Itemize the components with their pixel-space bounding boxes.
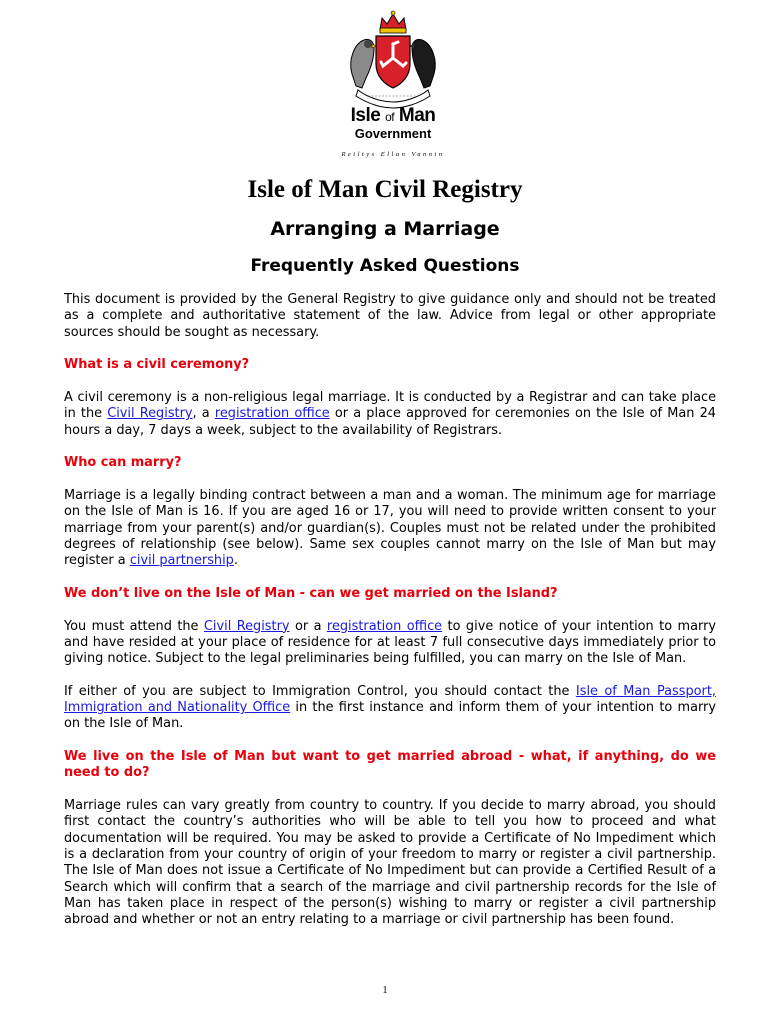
- isle-of-man-government-logo: [338, 8, 448, 158]
- civil-partnership-link[interactable]: civil partnership: [129, 553, 234, 569]
- shield-icon: [376, 36, 410, 88]
- logo-subtitle: Government: [354, 126, 432, 141]
- raven-icon: [408, 39, 435, 88]
- faq-answer: You must attend the Civil Registry or a registration office to give notice of your intention to marry and have resided at your place of residence for at least 7 full consecutive days immediately prior to giving notice. Subject to the legal preliminaries being fulfilled, you can marry on the Isle of Man.: [64, 618, 716, 667]
- faq-question: We don’t live on the Isle of Man - can we get married on the Island?: [64, 585, 558, 601]
- document-title: Isle of Man Civil Registry: [247, 176, 523, 203]
- faq-question: What is a civil ceremony?: [64, 357, 250, 373]
- faq-answer: If either of you are subject to Immigration Control, you should contact the Isle of Man Passport, Immigration and Nationality Office in the first instance and inform them of your intention to marry on the Isle of Man.: [64, 683, 716, 732]
- faq-answer: Marriage rules can vary greatly from country to country. If you decide to marry abroad, you should first contact the country’s authorities who will be able to tell you how to proceed and what documentation will be required. You may be asked to provide a Certificate of No Impediment which is a declaration from your country of origin of your freedom to marry or register a civil partnership. The Isle of Man does not issue a Certificate of No Impediment but can provide a Certified Result of a Search which will confirm that a search of the marriage and civil partnership records for the Isle of Man has taken place in respect of the person(s) wishing to marry or register a civil partnership abroad and whether or not an entry relating to a marriage or civil partnership has been found.: [64, 798, 716, 928]
- page-number: 1: [382, 985, 388, 996]
- faq-question: We live on the Isle of Man but want to get married abroad - what, if anything, do we need to do?: [64, 749, 716, 781]
- logo-wordmark: Isle of Man: [350, 105, 436, 126]
- crown-icon: [380, 11, 406, 33]
- faq-question: Who can marry?: [64, 455, 182, 471]
- civil-registry-link[interactable]: Civil Registry: [203, 618, 290, 634]
- passport-immigration-office-link[interactable]: Isle of Man Passport, Immigration and Nationality Office: [64, 683, 716, 716]
- document-subtitle: Arranging a Marriage: [270, 218, 500, 240]
- logo-motto: Reiltys Ellan Vannin: [341, 151, 445, 158]
- coat-of-arms-icon: [338, 8, 448, 113]
- document-body: [64, 292, 716, 945]
- falcon-icon: [351, 39, 377, 88]
- section-title: Frequently Asked Questions: [250, 256, 520, 276]
- registration-office-link[interactable]: registration office: [326, 618, 443, 634]
- faq-answer: Marriage is a legally binding contract between a man and a woman. The minimum age for marriage on the Isle of Man is 16. If you are aged 16 or 17, you will need to provide written consent to your marriage from your parent(s) and/or guardian(s). Couples must not be related under the prohibited degrees of relationship (see below). Same sex couples cannot marry on the Isle of Man but may register a civil partnership.: [64, 487, 716, 569]
- faq-answer: A civil ceremony is a non-religious legal marriage. It is conducted by a Registrar and can take place in the Civil Registry, a registration office or a place approved for ceremonies on the Isle of Man 24 hours a day, 7 days a week, subject to the availability of Registrars.: [64, 389, 716, 438]
- registration-office-link[interactable]: registration office: [214, 406, 330, 422]
- civil-registry-link[interactable]: Civil Registry: [107, 406, 193, 422]
- intro-paragraph: This document is provided by the General Registry to give guidance only and should not be treated as a complete and authoritative statement of the law. Advice from legal or other appropriate sources should be sought as necessary.: [64, 292, 716, 340]
